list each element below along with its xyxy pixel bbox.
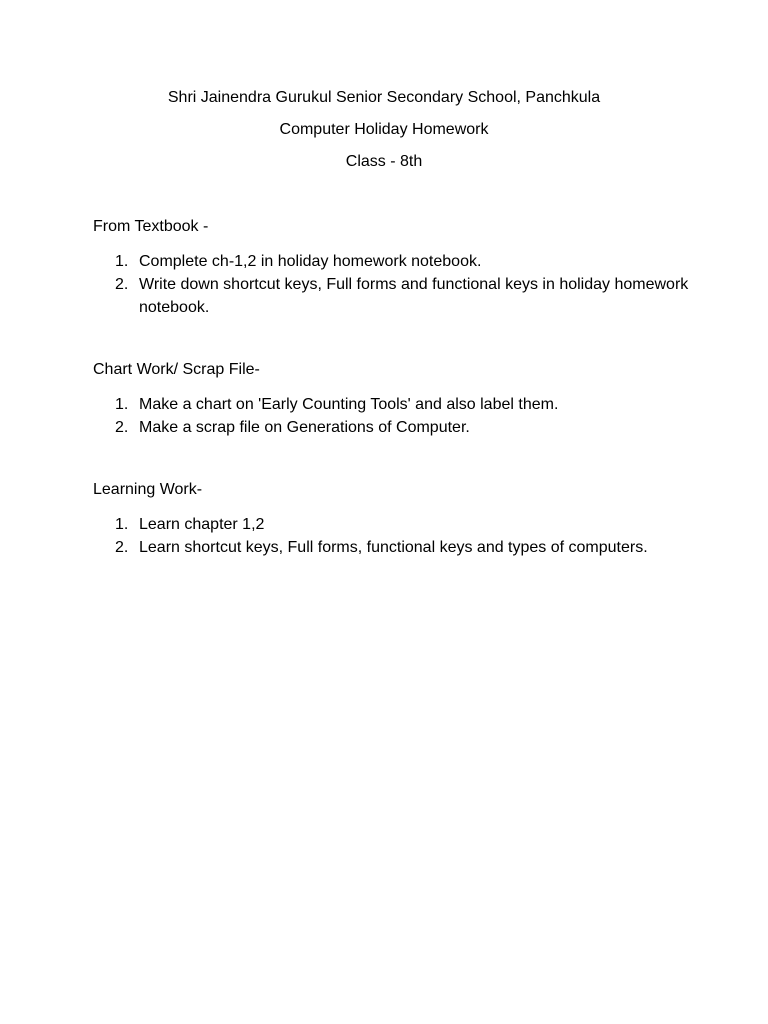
task-list xyxy=(93,393,713,439)
item-number: 1. xyxy=(115,253,129,270)
class-label: Class - 8th xyxy=(345,153,423,170)
section-heading: Learning Work- xyxy=(93,481,203,498)
list-item xyxy=(93,536,713,559)
item-text: Complete ch-1,2 in holiday homework notebook. xyxy=(139,253,482,270)
list-item xyxy=(93,273,713,319)
item-text: Learn chapter 1,2 xyxy=(139,516,265,533)
task-list xyxy=(93,250,713,319)
list-item xyxy=(93,393,713,416)
section-chart-work xyxy=(93,360,713,439)
item-text: Make a chart on 'Early Counting Tools' and also label them. xyxy=(139,396,559,413)
item-number: 2. xyxy=(115,419,129,436)
section-learning-work xyxy=(93,480,713,559)
item-text: Write down shortcut keys, Full forms and functional keys in holiday homework notebook. xyxy=(139,276,689,316)
item-text: Make a scrap file on Generations of Computer. xyxy=(139,419,470,436)
section-heading: From Textbook - xyxy=(93,218,209,235)
item-number: 1. xyxy=(115,396,129,413)
section-from-textbook xyxy=(93,217,713,319)
item-text: Learn shortcut keys, Full forms, functional keys and types of computers. xyxy=(139,539,648,556)
document-title: Computer Holiday Homework xyxy=(279,121,489,138)
item-number: 2. xyxy=(115,539,129,556)
item-number: 2. xyxy=(115,276,129,293)
list-item xyxy=(93,250,713,273)
list-item xyxy=(93,416,713,439)
list-item xyxy=(93,513,713,536)
section-heading: Chart Work/ Scrap File- xyxy=(93,361,260,378)
task-list xyxy=(93,513,713,559)
item-number: 1. xyxy=(115,516,129,533)
school-name: Shri Jainendra Gurukul Senior Secondary School, Panchkula xyxy=(167,89,601,106)
